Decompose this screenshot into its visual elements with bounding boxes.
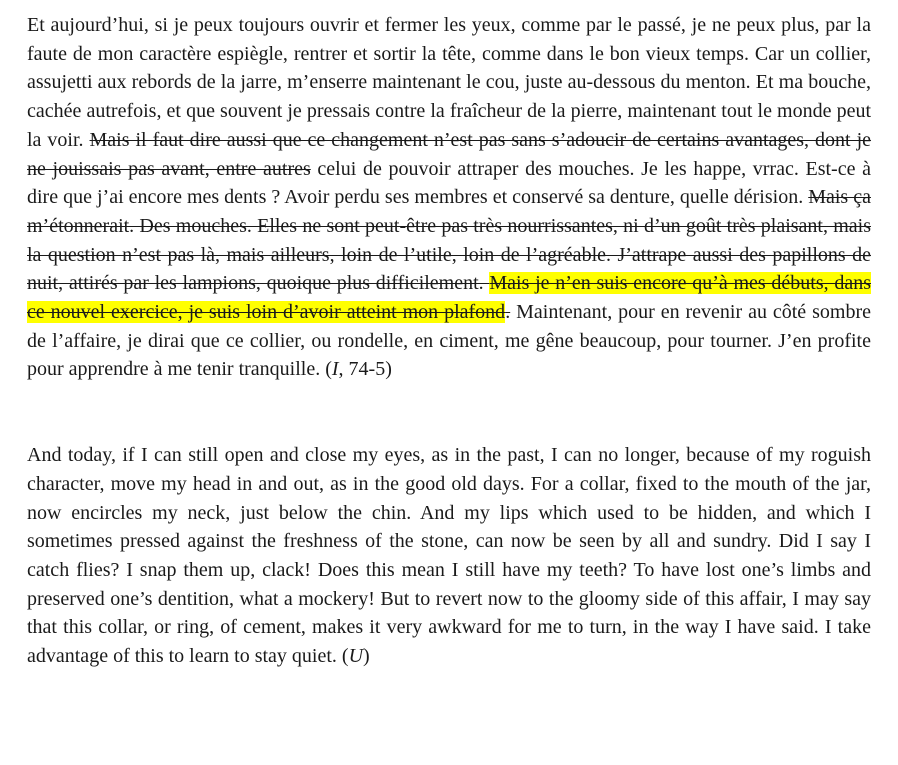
french-citation-pages: , 74-5) xyxy=(338,358,392,381)
english-citation-source: U xyxy=(348,645,364,668)
highlighted-deleted-text: Mais je n’en suis encore qu’à mes débuts, dans ce nouvel exercice, je suis loin d’avoir atteint mon plafond xyxy=(27,272,871,324)
french-citation-source: I xyxy=(331,358,339,381)
french-passage xyxy=(27,11,871,384)
english-citation-close: ) xyxy=(363,645,370,668)
english-passage xyxy=(27,441,871,671)
document-page xyxy=(27,11,871,671)
deleted-period: . xyxy=(505,301,511,324)
french-text-3: Maintenant, pour en revenir au côté sombre de l’affaire, je dirai que ce collier, ou rondelle, en ciment, me gêne beaucoup, pour tourner. J’en profite pour apprendre à me tenir tranquille. ( xyxy=(27,301,871,381)
english-text: And today, if I can still open and close my eyes, as in the past, I can no longer, because of my roguish character, move my head in and out, as in the good old days. For a collar, fixed to the mouth of the jar, now encircles my neck, just below the chin. And my lips which used to be hidden, and which I sometimes pressed against the freshness of the stone, can now be seen by all and sundry. Did I say I catch flies? I snap them up, clack! Does this mean I still have my teeth? To have lost one’s limbs and preserved one’s dentition, what a mockery! But to revert now to the gloomy side of this affair, I may say that this collar, or ring, of cement, makes it very awkward for me to turn, in the way I have said. I take advantage of this to learn to stay quiet. ( xyxy=(27,444,871,668)
deleted-text-2: Mais ça m’étonnerait. Des mouches. Elles ne sont peut-être pas très nourrissantes, ni d’un goût très plaisant, mais la question n’est pas là, mais ailleurs, loin de l’utile, loin de l’agréable. J’attrape aussi des papillons de nuit, attirés par les lampions, quoique plus difficilement. xyxy=(27,186,871,295)
deleted-text-1: Mais il faut dire aussi que ce changement n’est pas sans s’adoucir de certains avantages, dont je ne jouissais pas avant, entre autres xyxy=(27,128,872,180)
french-text-2: celui de pouvoir attraper des mouches. Je les happe, vrrac. Est-ce à dire que j’ai encore mes dents ? Avoir perdu ses membres et conservé sa denture, quelle dérision. xyxy=(27,157,871,209)
french-text-1: Et aujourd’hui, si je peux toujours ouvrir et fermer les yeux, comme par le passé, je ne peux plus, par la faute de mon caractère espiègle, rentrer et sortir la tête, comme dans le bon vieux temps. Car un collier, assujetti aux rebords de la jarre, m’enserre maintenant le cou, juste au-dessous du menton. Et ma bouche, cachée autrefois, et que souvent je pressais contre la fraîcheur de la pierre, maintenant tout le monde peut la voir. xyxy=(27,14,871,151)
